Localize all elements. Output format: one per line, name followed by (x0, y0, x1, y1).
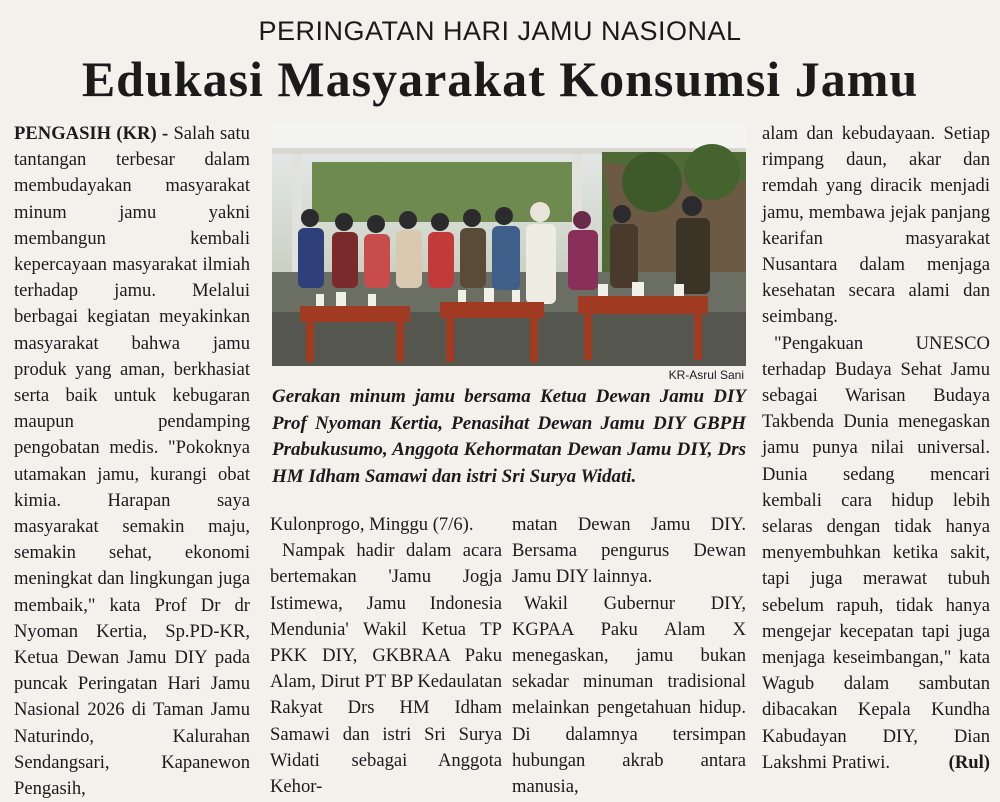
paragraph-text: Salah satu tantangan terbesar dalam membudayakan masyarakat minum jamu yakni membangun kembali kepercayaan masyarakat ilmiah terhadap jamu. Melalui berbagai kegiatan meyakinkan masyarakat bahwa jamu produk yang aman, berkhasiat serta baik untuk kebugaran maupun pendamping pengobatan medis. "Pokoknya utamakan jamu, kurangi obat kimia. Harapan saya masyarakat semakin maju, semakin sehat, ekonomi meningkat dan lingkungan juga membaik," kata Prof Dr dr Nyoman Kertia, Sp.PD-KR, Ketua Dewan Jamu DIY pada puncak Peringatan Hari Jamu Nasional 2026 di Taman Jamu Naturindo, Kalurahan Sendangsari, Kapanewon Pengasih, (14, 123, 250, 800)
body-paragraph: Wakil Gubernur DIY, KGPAA Paku Alam X menegaskan, jamu bukan sekadar minuman tradisional melainkan pengetahuan hidup. Di dalamnya tersimpan hubungan akrab antara manusia, (512, 592, 746, 798)
body-paragraph: matan Dewan Jamu DIY. Bersama pengurus Dewan Jamu DIY lainnya. (512, 514, 746, 588)
body-paragraph (762, 331, 990, 776)
article-column-3 (512, 512, 746, 800)
author-signoff: (Rul) (948, 751, 990, 773)
body-paragraph: Nampak hadir dalam acara bertemakan 'Jamu Jogja Istimewa, Jamu Indonesia Mendunia' Wakil Ketua TP PKK DIY, GKBRAA Paku Alam, Dirut PT BP Kedaulatan Rakyat Drs HM Idham Samawi dan istri Sri Surya Widati sebagai Anggota Kehor- (270, 540, 502, 798)
article-column-1 (14, 121, 250, 802)
photo-caption: Gerakan minum jamu bersama Ketua Dewan Jamu DIY Prof Nyoman Kertia, Penasihat Dewan Jamu DIY GBPH Prabukusumo, Anggota Kehormatan Dewan Jamu DIY, Drs HM Idham Samawi dan istri Sri Surya Widati. (272, 386, 746, 487)
event-photo (272, 122, 746, 366)
body-paragraph: alam dan kebudayaan. Setiap rimpang daun, akar dan remdah yang diracik menjadi jamu, membawa jejak panjang kearifan masyarakat Nusantara dalam menjaga kesehatan secara alami dan seimbang. (762, 123, 990, 328)
kicker: PERINGATAN HARI JAMU NASIONAL (258, 16, 742, 46)
article-column-4 (762, 121, 990, 776)
paragraph-text: "Pengakuan UNESCO terhadap Budaya Sehat Jamu sebagai Warisan Budaya Takbenda Dunia menegaskan jamu punya nilai universal. Dunia sedang mencari kembali cara hidup lebih selaras dengan tidak hanya menyembuhkan ketika sakit, tapi juga merawat tubuh sebelum rapuh, tidak hanya mengejar kecepatan tapi juga menjaga keseimbangan," kata Wagub dalam sambutan dibacakan Kepala Kundha Kabudayan DIY, Dian Lakshmi Pratiwi. (762, 332, 990, 773)
dateline: PENGASIH (KR) - (14, 123, 169, 144)
photo-credit: KR-Asrul Sani (668, 368, 744, 382)
body-paragraph (14, 121, 250, 802)
article-column-2 (270, 512, 502, 800)
headline: Edukasi Masyarakat Konsumsi Jamu (81, 51, 919, 107)
body-paragraph: Kulonprogo, Minggu (7/6). (270, 514, 474, 535)
photo-illustration (272, 122, 746, 366)
